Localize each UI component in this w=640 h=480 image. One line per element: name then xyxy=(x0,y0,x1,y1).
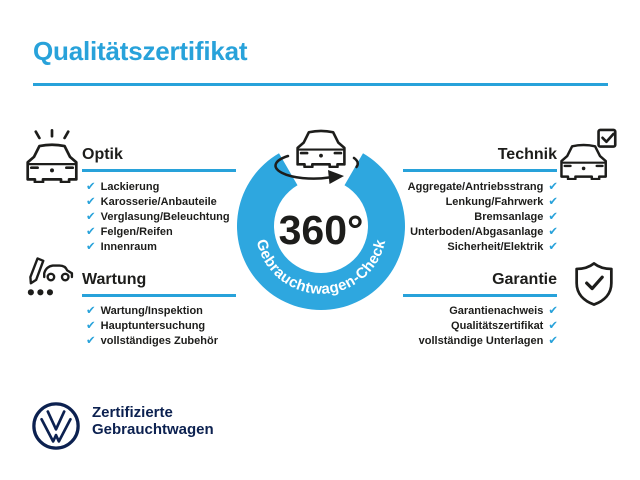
checklist-label: Sicherheit/Elektrik xyxy=(447,240,544,253)
checklist-label: Unterboden/Abgasanlage xyxy=(410,225,544,238)
checklist-label: Garantienachweis xyxy=(449,304,544,317)
service-checklist-icon xyxy=(24,257,74,299)
check-icon: ✔ xyxy=(86,333,96,347)
checklist-label: Qualitätszertifikat xyxy=(451,319,544,332)
check-icon: ✔ xyxy=(548,179,558,193)
section-rule-optik xyxy=(82,169,236,172)
brand-line1: Zertifizierte xyxy=(92,404,173,421)
ring-label: Gebrauchtwagen-Check xyxy=(252,237,390,299)
car-checkbox-icon xyxy=(559,128,617,181)
shield-check-icon xyxy=(573,261,615,307)
check-icon: ✔ xyxy=(548,239,558,253)
checklist-label: Innenraum xyxy=(100,240,157,253)
check-icon: ✔ xyxy=(548,194,558,208)
checklist-label: Karosserie/Anbauteile xyxy=(100,195,217,208)
degree-label: 360° xyxy=(278,207,364,253)
section-title-technik: Technik xyxy=(497,146,557,163)
checklist-item xyxy=(348,333,558,348)
section-technik xyxy=(403,146,557,172)
360-check-badge xyxy=(225,113,421,319)
check-icon: ✔ xyxy=(548,224,558,238)
check-icon: ✔ xyxy=(548,318,558,332)
checklist-label: Lenkung/Fahrwerk xyxy=(445,195,544,208)
section-title-wartung: Wartung xyxy=(82,271,147,288)
check-icon: ✔ xyxy=(86,194,96,208)
section-rule-wartung xyxy=(82,294,236,297)
checklist-label: vollständiges Zubehör xyxy=(100,334,218,347)
check-icon: ✔ xyxy=(86,179,96,193)
section-optik xyxy=(82,146,236,172)
checklist-label: Aggregate/Antriebsstrang xyxy=(407,180,544,193)
section-rule-technik xyxy=(403,169,557,172)
check-icon: ✔ xyxy=(86,303,96,317)
header-divider xyxy=(33,83,608,86)
checklist-item xyxy=(86,333,296,348)
section-title-garantie: Garantie xyxy=(492,271,557,288)
check-icon: ✔ xyxy=(548,303,558,317)
checklist-label: vollständige Unterlagen xyxy=(418,334,544,347)
checklist-label: Bremsanlage xyxy=(474,210,544,223)
page-title: Qualitätszertifikat xyxy=(33,36,248,66)
checklist-label: Wartung/Inspektion xyxy=(100,304,203,317)
check-icon: ✔ xyxy=(548,333,558,347)
car-shine-icon xyxy=(25,129,79,183)
brand-text xyxy=(92,404,214,438)
checklist-label: Verglasung/Beleuchtung xyxy=(100,210,230,223)
car-rotate-icon xyxy=(276,131,358,184)
vw-logo xyxy=(31,401,81,451)
check-icon: ✔ xyxy=(548,209,558,223)
section-title-optik: Optik xyxy=(82,146,123,163)
check-icon: ✔ xyxy=(86,224,96,238)
section-wartung xyxy=(82,271,236,297)
checklist-label: Felgen/Reifen xyxy=(100,225,173,238)
checklist-item xyxy=(86,318,296,333)
check-icon: ✔ xyxy=(86,209,96,223)
check-icon: ✔ xyxy=(86,239,96,253)
check-icon: ✔ xyxy=(86,318,96,332)
checklist-label: Lackierung xyxy=(100,180,160,193)
section-garantie xyxy=(403,271,557,297)
checklist-label: Hauptuntersuchung xyxy=(100,319,206,332)
checklist-item xyxy=(348,318,558,333)
brand-line2: Gebrauchtwagen xyxy=(92,421,214,438)
section-rule-garantie xyxy=(403,294,557,297)
